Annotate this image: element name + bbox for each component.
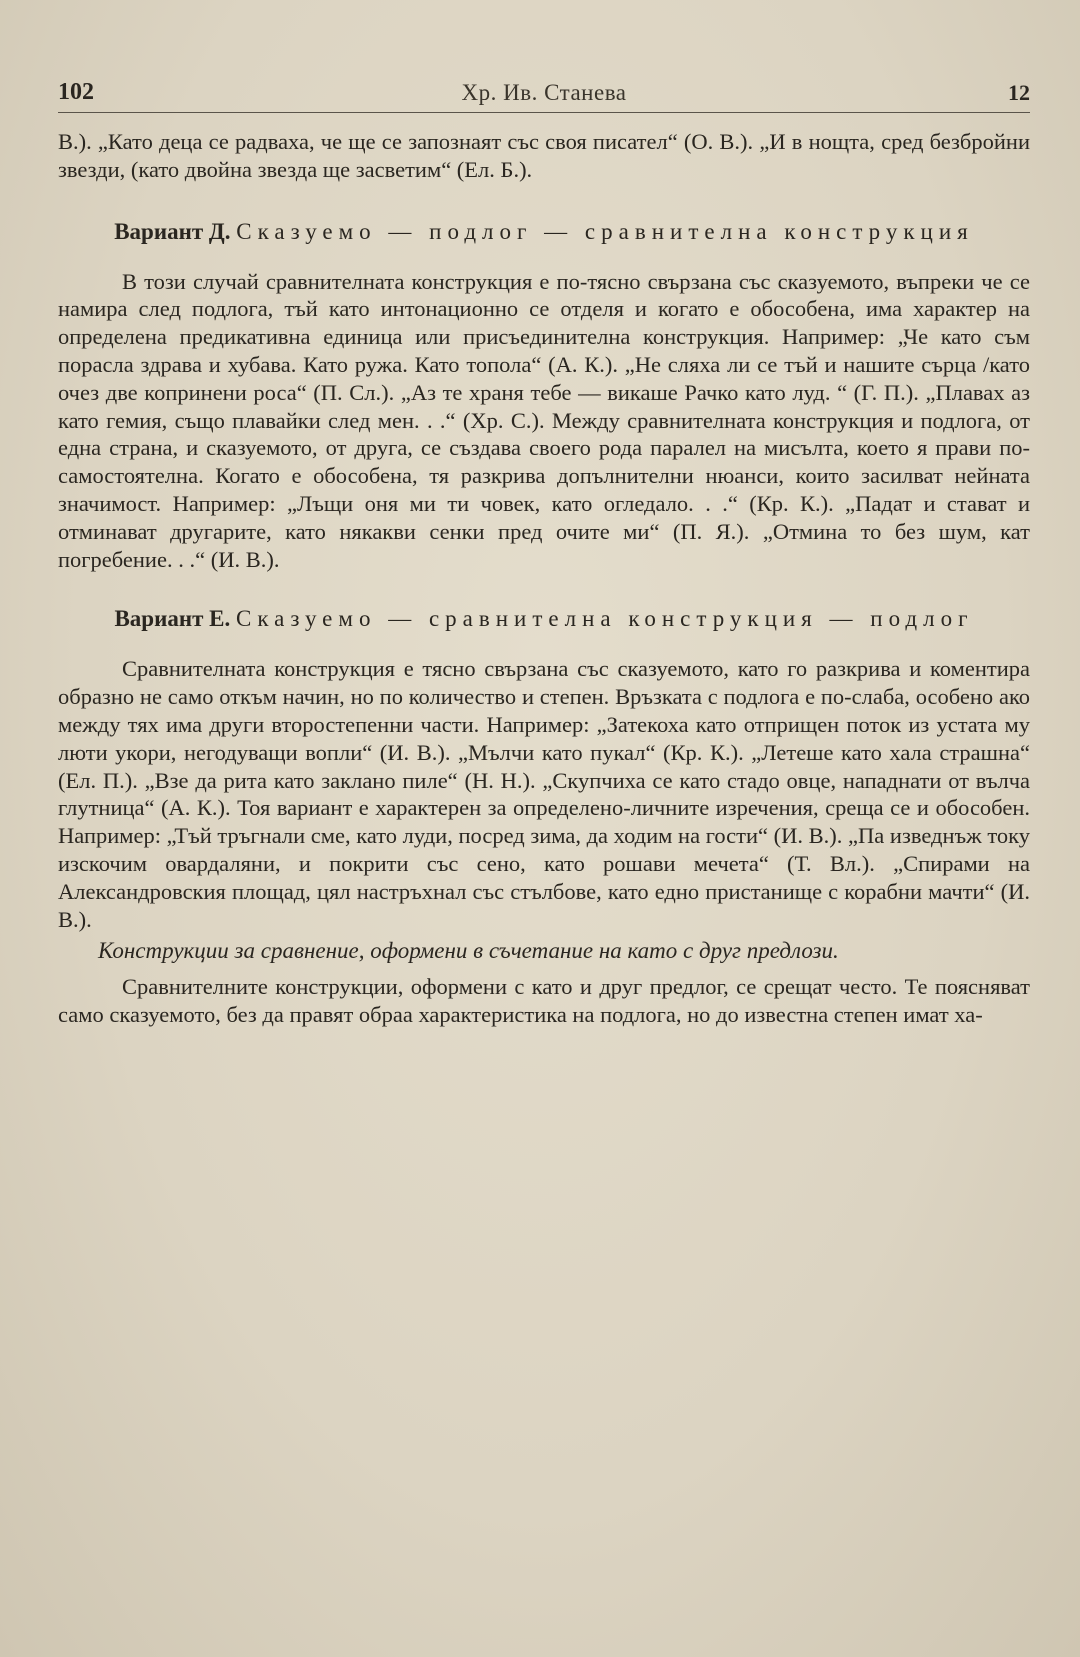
- section-heading-d: [58, 218, 1030, 246]
- header-right-mark: 12: [1008, 80, 1030, 105]
- paragraph-2: В този случай сравнителната конструкция е по-тясно свързана със сказуемото, въпреки че се намира след подлога, тъй като интонационно се отделя и когато е обособена, има характер на определена предикативна единица или присъединителна конструкция. Например: „Че като съм порасла здрава и хубава. Като ружа. Като топола“ (А. К.). „Не сляха ли се тъй и нашите сърца /като очез две копринени роса“ (П. Сл.). „Аз те храня тебе — викаше Рачко като луд. “ (Г. П.). „Плавах аз като гемия, също плавайки след мен. . .“ (Хр. С.). Между сравнителната конструкция и подлога, от една страна, и сказуемото, от друга, се създава своего рода паралел на мисълта, което я прави по-самостоятелна. Когато е обособена, тя разкрива допълнителни нюанси, които засилват нейната значимост. Например: „Лъщи оня ми ти човек, като огледало. . .“ (Кр. К.). „Падат и стават и отминават другарите, като някакви сенки пред очите ми“ (П. Я.). „Отмина то без шум, кат погребение. . .“ (И. В.).: [58, 268, 1030, 572]
- page-body: [58, 128, 1030, 1029]
- heading-e-text: Сказуемо — сравнителна конструкция — подлог: [236, 606, 974, 632]
- heading-e-label: Вариант Е.: [114, 606, 231, 632]
- running-head: Хр. Ив. Станева: [461, 80, 627, 105]
- subheading: Конструкции за сравнение, оформени в съчетание на като с друг предлози.: [98, 938, 839, 964]
- paragraph-4: Сравнителните конструкции, оформени с като и друг предлог, се срещат често. Те поясняват само сказуемото, без да правят обраа характеристика на подлога, но до известна степен имат ха-: [58, 974, 1030, 1028]
- page-header: [58, 66, 1030, 113]
- page-number: 102: [58, 79, 94, 105]
- heading-d-text: Сказуемо — подлог — сравнителна конструкция: [236, 218, 974, 244]
- heading-d-label: Вариант Д.: [114, 218, 231, 244]
- section-heading-e: [58, 605, 1030, 633]
- paragraph-1: В.). „Като деца се радваха, че ще се запознаят със своя писател“ (О. В.). „И в нощта, сред безбройни звезди, (като двойна звезда ще засветим“ (Ел. Б.).: [58, 129, 1030, 182]
- paragraph-3: Сравнителната конструкция е тясно свързана със сказуемото, като го разкрива и коментира образно не само откъм начин, но по количество и степен. Връзката с подлога е по-слаба, особено ако между тях има други второстепенни части. Например: „Затекоха като отприщен поток из устата му люти укори, негодуващи вопли“ (И. В.). „Мълчи като пукал“ (Кр. К.). „Летеше като хала страшна“ (Ел. П.). „Взе да рита като заклано пиле“ (Н. Н.). „Скупчиха се като стадо овце, нападнати от вълча глутница“ (А. К.). Тоя вариант е характерен за определено-личните изречения, среща се и обособен. Например: „Тъй тръгнали сме, като луди, посред зима, да ходим на гости“ (И. В.). „Па изведнъж току изскочим овардаляни, и покрити със сено, като рошави мечета“ (Т. Вл.). „Спирами на Александровския площад, цял настръхнал със стълбове, като едно пристанище с корабни мачти“ (И. В.).: [58, 656, 1030, 932]
